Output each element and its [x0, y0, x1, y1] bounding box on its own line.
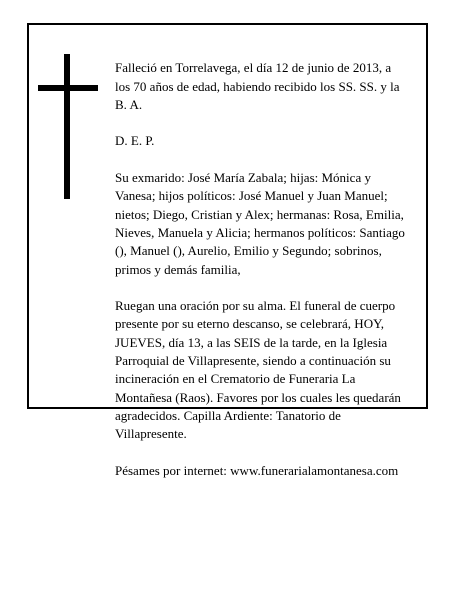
latin-cross-icon [38, 54, 98, 199]
death-announcement: Falleció en Torrelavega, el día 12 de junio de 2013, a los 70 años de edad, habiendo recibido los SS. SS. y la B. A. [115, 60, 400, 112]
obituary-text [115, 41, 423, 498]
cross-horizontal-bar [38, 85, 98, 91]
rest-in-peace: D. E. P. [115, 133, 155, 149]
obituary-frame [27, 23, 428, 478]
family-list: Su exmarido: José María Zabala; hijas: Mónica y Vanesa; hijos políticos: José Manuel y Juan Manuel; nietos; Diego, Cristian y Alex; hermanas: Rosa, Emilia, Nieves, Manuela y Alicia; hermanos políticos: Santiago (), Manuel (), Aurelio, Emilio y Segundo; sobrinos, primos y demás familia, [115, 170, 405, 277]
cross-vertical-bar [64, 54, 70, 199]
condolences-line: Pésames por internet: www.funerarialamontanesa.com [115, 462, 399, 478]
funeral-details: Ruegan una oración por su alma. El funeral de cuerpo presente por su eterno descanso, se celebrará, HOY, JUEVES, día 13, a las SEIS de la tarde, en la Iglesia Parroquial de Villapresente, siendo a continuación su incineración en el Crematorio de Funeraria La Montañesa (Raos). Favores por los cuales les quedarán agradecidos. Capilla Ardiente: Tanatorio de Villapresente. [115, 298, 401, 442]
